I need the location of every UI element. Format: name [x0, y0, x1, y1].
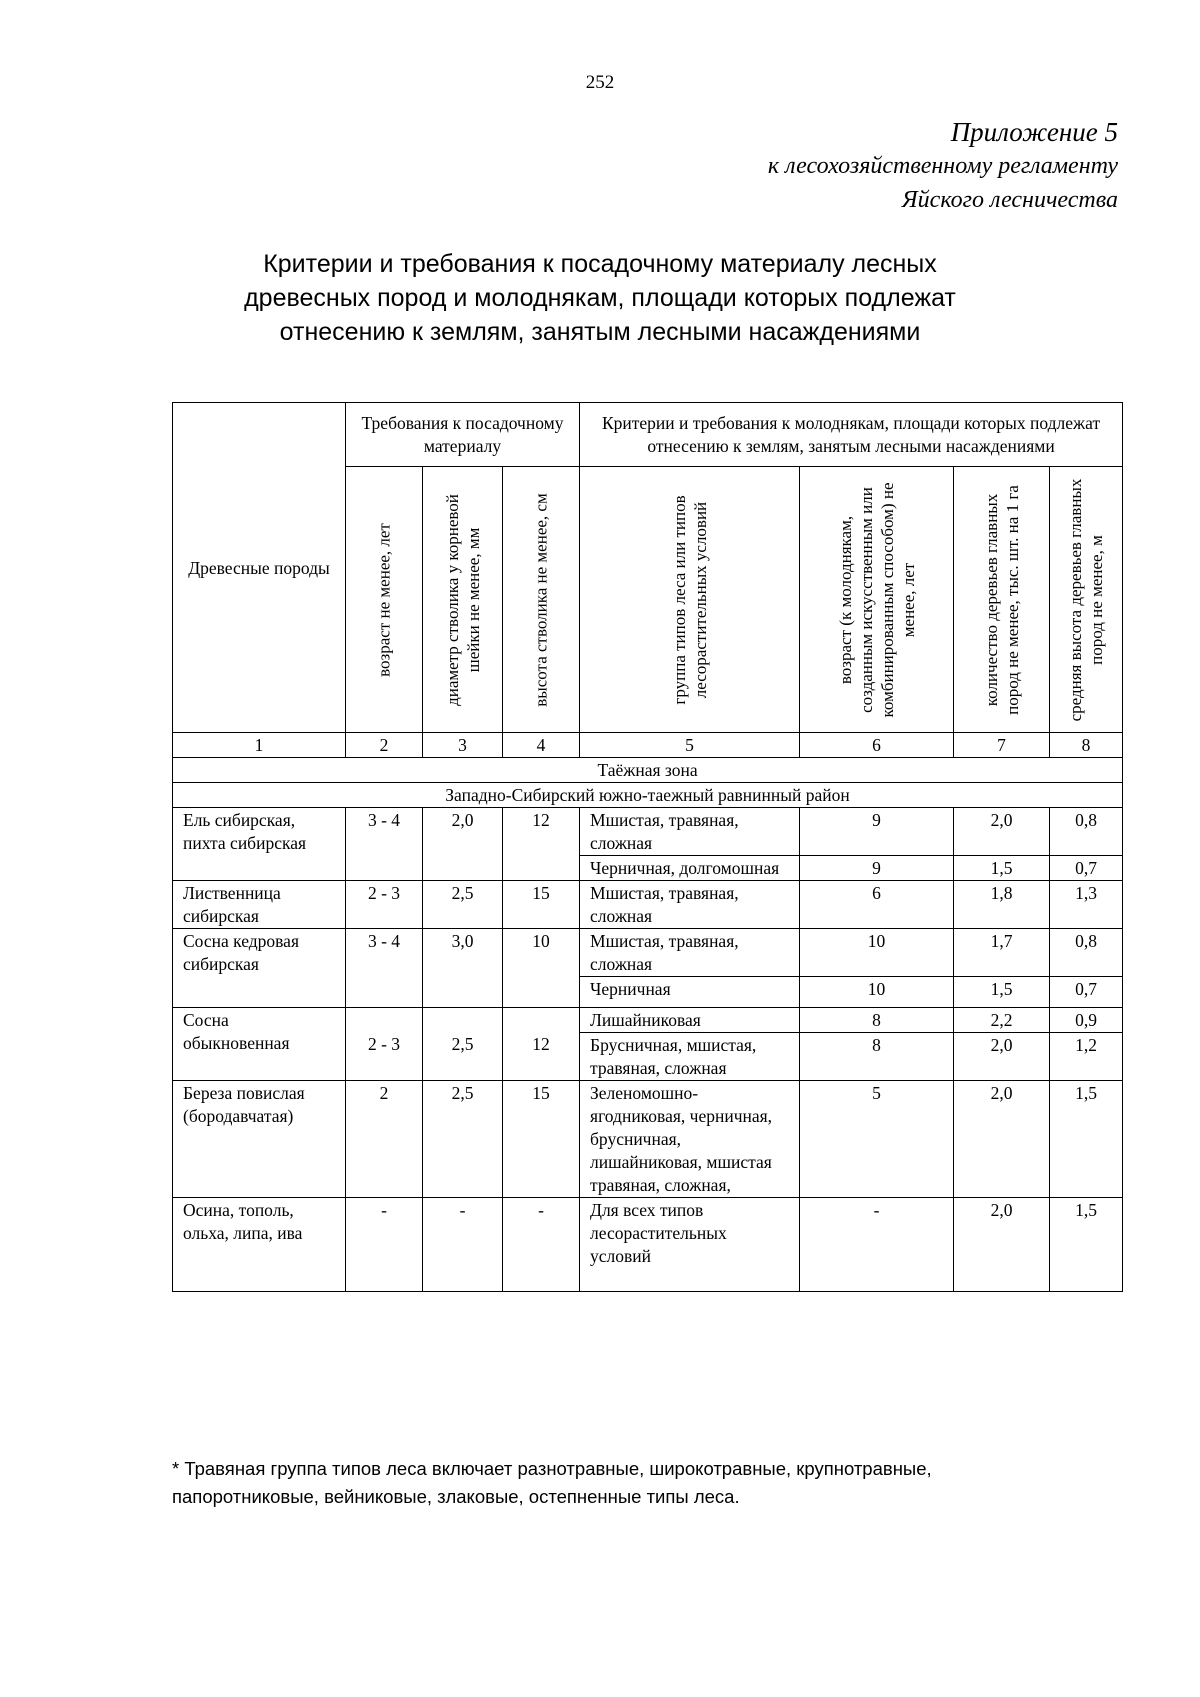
- species-cell: Сосна кедровая сибирская: [173, 929, 346, 1008]
- header-col-4: высота стволика не менее, см: [503, 467, 580, 733]
- diameter-cell: 2,5: [423, 1081, 503, 1198]
- header-species: Древесные породы: [173, 403, 346, 733]
- forest-type-cell: Лишайниковая: [580, 1008, 800, 1033]
- zone-heading: Таёжная зона: [173, 758, 1123, 783]
- height-cell: 10: [503, 929, 580, 1008]
- footnote-line-1: * Травяная группа типов леса включает разнотравные, широкотравные, крупнотравные,: [172, 1458, 932, 1479]
- table-row: [173, 1008, 1123, 1033]
- tree-count-cell: 2,0: [954, 1033, 1050, 1081]
- species-cell: Береза повислая (бородавчатая): [173, 1081, 346, 1198]
- region-heading: Западно-Сибирский южно-таежный равнинный район: [173, 783, 1123, 808]
- height-cell: 12: [503, 1008, 580, 1081]
- title-line-1: Критерии и требования к посадочному материалу лесных: [263, 250, 937, 278]
- height-cell: -: [503, 1198, 580, 1292]
- diameter-cell: 2,0: [423, 808, 503, 881]
- species-cell: Сосна обыкновенная: [173, 1008, 346, 1081]
- document-title: [230, 247, 970, 349]
- header-planting-material: Требования к посадочному материалу: [346, 403, 580, 467]
- column-number: 8: [1050, 733, 1123, 758]
- table-row: [173, 881, 1123, 929]
- avg-height-cell: 0,9: [1050, 1008, 1123, 1033]
- title-line-2: древесных пород и молоднякам, площади которых подлежат: [244, 284, 956, 312]
- diameter-cell: -: [423, 1198, 503, 1292]
- table-row: [173, 1198, 1123, 1292]
- header-col-3: диаметр стволика у корневой шейки не менее, мм: [423, 467, 503, 733]
- age-cell: 2 - 3: [346, 1008, 423, 1081]
- tree-count-cell: 2,0: [954, 1081, 1050, 1198]
- avg-height-cell: 1,2: [1050, 1033, 1123, 1081]
- young-age-cell: 10: [800, 929, 954, 977]
- appendix-line-3: Яйского лесничества: [901, 187, 1118, 213]
- appendix-reference: [768, 115, 1118, 217]
- avg-height-cell: 0,7: [1050, 856, 1123, 881]
- avg-height-cell: 1,5: [1050, 1081, 1123, 1198]
- appendix-line-2: к лесохозяйственному регламенту: [767, 153, 1118, 179]
- column-number: 5: [580, 733, 800, 758]
- header-col-8: средняя высота деревьев главных пород не менее, м: [1050, 467, 1123, 733]
- tree-count-cell: 1,7: [954, 929, 1050, 977]
- species-cell: Осина, тополь, ольха, липа, ива: [173, 1198, 346, 1292]
- header-col-2: возраст не менее, лет: [346, 467, 423, 733]
- forest-type-cell: Мшистая, травяная, сложная: [580, 881, 800, 929]
- species-cell: Ель сибирская, пихта сибирская: [173, 808, 346, 881]
- diameter-cell: 3,0: [423, 929, 503, 1008]
- avg-height-cell: 1,5: [1050, 1198, 1123, 1292]
- header-col-7: количество деревьев главных пород не менее, тыс. шт. на 1 га: [954, 467, 1050, 733]
- diameter-cell: 2,5: [423, 1008, 503, 1081]
- header-col-6: возраст (к молоднякам, созданным искусственным или комбинированным способом) не менее, лет: [800, 467, 954, 733]
- forest-type-cell: Мшистая, травяная, сложная: [580, 929, 800, 977]
- region-row: [173, 783, 1123, 808]
- avg-height-cell: 0,7: [1050, 977, 1123, 1008]
- forest-type-cell: Черничная, долгомошная: [580, 856, 800, 881]
- height-cell: 15: [503, 1081, 580, 1198]
- column-number: 4: [503, 733, 580, 758]
- column-number: 7: [954, 733, 1050, 758]
- page-number: 252: [585, 72, 615, 93]
- young-age-cell: 9: [800, 808, 954, 856]
- tree-count-cell: 1,8: [954, 881, 1050, 929]
- height-cell: 15: [503, 881, 580, 929]
- avg-height-cell: 1,3: [1050, 881, 1123, 929]
- table-row: [173, 929, 1123, 977]
- criteria-table: [172, 402, 1123, 1292]
- table-row: [173, 808, 1123, 856]
- column-numbers-row: [173, 733, 1123, 758]
- tree-count-cell: 2,0: [954, 1198, 1050, 1292]
- young-age-cell: 6: [800, 881, 954, 929]
- forest-type-cell: Черничная: [580, 977, 800, 1008]
- age-cell: -: [346, 1198, 423, 1292]
- header-young-stands: Критерии и требования к молоднякам, площади которых подлежат отнесению к землям, занятым лесными насаждениями: [580, 403, 1123, 467]
- diameter-cell: 2,5: [423, 881, 503, 929]
- column-number: 6: [800, 733, 954, 758]
- age-cell: 2: [346, 1081, 423, 1198]
- forest-type-cell: Брусничная, мшистая, травяная, сложная: [580, 1033, 800, 1081]
- avg-height-cell: 0,8: [1050, 929, 1123, 977]
- column-number: 3: [423, 733, 503, 758]
- avg-height-cell: 0,8: [1050, 808, 1123, 856]
- tree-count-cell: 1,5: [954, 856, 1050, 881]
- title-line-3: отнесению к землям, занятым лесными насаждениями: [279, 318, 921, 346]
- tree-count-cell: 2,2: [954, 1008, 1050, 1033]
- age-cell: 2 - 3: [346, 881, 423, 929]
- table-row: [173, 1081, 1123, 1198]
- tree-count-cell: 2,0: [954, 808, 1050, 856]
- young-age-cell: 8: [800, 1033, 954, 1081]
- forest-type-cell: Зеленомошно-ягодниковая, черничная, брусничная, лишайниковая, мшистая травяная, сложная,: [580, 1081, 800, 1198]
- young-age-cell: -: [800, 1198, 954, 1292]
- footnote: [172, 1455, 1072, 1511]
- header-col-5: группа типов леса или типов лесорастительных условий: [580, 467, 800, 733]
- appendix-line-1: Приложение 5: [950, 117, 1118, 147]
- forest-type-cell: Мшистая, травяная, сложная: [580, 808, 800, 856]
- young-age-cell: 8: [800, 1008, 954, 1033]
- young-age-cell: 9: [800, 856, 954, 881]
- footnote-line-2: папоротниковые, вейниковые, злаковые, остепненные типы леса.: [172, 1486, 740, 1507]
- height-cell: 12: [503, 808, 580, 881]
- species-cell: Лиственница сибирская: [173, 881, 346, 929]
- tree-count-cell: 1,5: [954, 977, 1050, 1008]
- young-age-cell: 5: [800, 1081, 954, 1198]
- zone-row: [173, 758, 1123, 783]
- header-row-1: [173, 403, 1123, 467]
- forest-type-cell: Для всех типов лесорастительных условий: [580, 1198, 800, 1292]
- young-age-cell: 10: [800, 977, 954, 1008]
- column-number: 1: [173, 733, 346, 758]
- age-cell: 3 - 4: [346, 929, 423, 1008]
- age-cell: 3 - 4: [346, 808, 423, 881]
- column-number: 2: [346, 733, 423, 758]
